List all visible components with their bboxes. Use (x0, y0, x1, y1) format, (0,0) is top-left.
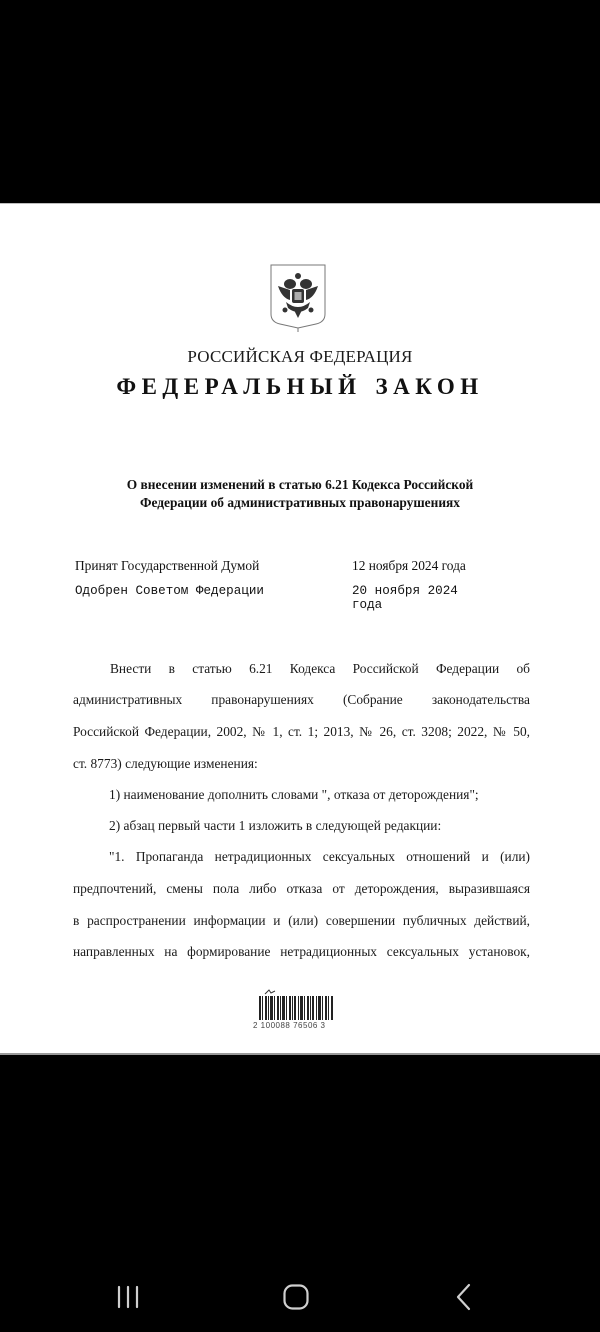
body-line: 1) наименование дополнить словами ", отказа от деторождения"; (109, 787, 479, 802)
law-title (90, 476, 510, 512)
body-line: "1. Пропаганда нетрадиционных сексуальных отношений и (или) (109, 849, 530, 864)
document-page (0, 203, 600, 1055)
recent-apps-button[interactable] (108, 1282, 148, 1312)
document-type-word-2: ЗАКОН (375, 374, 484, 399)
body-line: административных правонарушениях (Собрание законодательства (73, 692, 530, 707)
body-line: Внести в статью 6.21 Кодекса Российской Федерации об (110, 661, 530, 676)
body-line: 2) абзац первый части 1 изложить в следующей редакции: (109, 818, 442, 833)
adoption-date: 20 ноября 2024 года (352, 584, 458, 612)
body-line: Российской Федерации, 2002, № 1, ст. 1; 2013, № 26, ст. 3208; 2022, № 50, (73, 724, 530, 739)
document-type-heading (0, 374, 600, 400)
adoption-label: Принят Государственной Думой (75, 558, 260, 573)
recent-apps-icon (115, 1285, 141, 1309)
back-icon (454, 1283, 474, 1311)
country-heading: РОССИЙСКАЯ ФЕДЕРАЦИЯ (187, 347, 413, 366)
system-navigation-bar (0, 1262, 600, 1332)
coat-of-arms-icon (268, 262, 328, 334)
document-type-word-1: ФЕДЕРАЛЬНЫЙ (116, 374, 362, 399)
adoption-label: Одобрен Советом Федерации (75, 584, 264, 598)
body-line: направленных на формирование нетрадиционных сексуальных установок, (73, 944, 530, 959)
body-line: предпочтений, смены пола либо отказа от деторождения, выразившаяся (73, 881, 530, 896)
back-button[interactable] (444, 1282, 484, 1312)
home-button[interactable] (276, 1282, 316, 1312)
barcode (257, 988, 337, 1023)
law-title-line: Федерации об административных правонарушениях (139, 495, 460, 510)
home-icon (282, 1283, 310, 1311)
barcode-number: 2 100088 76506 3 (253, 1021, 326, 1030)
adoption-date: 12 ноября 2024 года (352, 558, 466, 573)
law-title-line: О внесении изменений в статью 6.21 Кодекса Российской (126, 477, 474, 492)
body-line: ст. 8773) следующие изменения: (73, 756, 258, 771)
body-line: в распространении информации и (или) совершении публичных действий, (73, 913, 530, 928)
